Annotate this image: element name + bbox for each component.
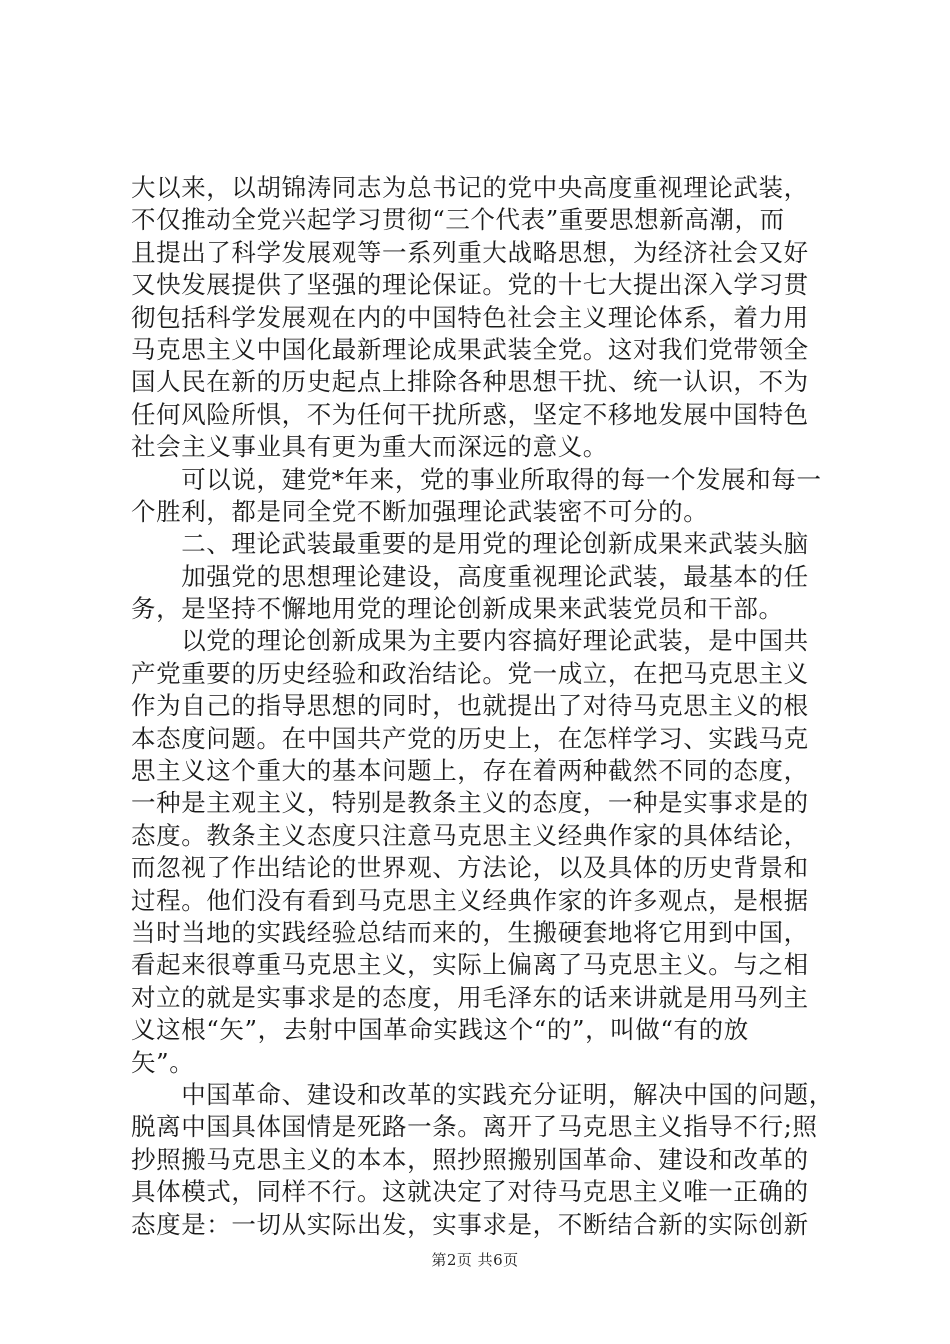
text-line: 态度是：一切从实际出发，实事求是，不断结合新的实际创新 bbox=[131, 1209, 809, 1239]
text-line: 看起来很尊重马克思主义，实际上偏离了马克思主义。与之相 bbox=[131, 950, 809, 980]
text-line: 中国革命、建设和改革的实践充分证明，解决中国的问题， bbox=[131, 1079, 834, 1109]
text-line: 又快发展提供了坚强的理论保证。党的十七大提出深入学习贯 bbox=[131, 270, 809, 300]
text-line: 具体模式，同样不行。这就决定了对待马克思主义唯一正确的 bbox=[131, 1177, 809, 1207]
text-line: 务，是坚持不懈地用党的理论创新成果来武装党员和干部。 bbox=[131, 594, 784, 624]
text-line: 以党的理论创新成果为主要内容搞好理论武装，是中国共 bbox=[131, 626, 809, 656]
text-line: 脱离中国具体国情是死路一条。离开了马克思主义指导不行;照 bbox=[131, 1112, 818, 1142]
text-line: 态度。教条主义态度只注意马克思主义经典作家的具体结论， bbox=[131, 820, 809, 850]
text-line: 加强党的思想理论建设，高度重视理论武装，最基本的任 bbox=[131, 561, 809, 591]
text-line: 且提出了科学发展观等一系列重大战略思想，为经济社会又好 bbox=[131, 237, 809, 267]
text-line: 过程。他们没有看到马克思主义经典作家的许多观点，是根据 bbox=[131, 885, 809, 915]
text-line: 思主义这个重大的基本问题上，存在着两种截然不同的态度， bbox=[131, 756, 809, 786]
text-line: 不仅推动全党兴起学习贯彻“三个代表”重要思想新高潮，而 bbox=[131, 205, 785, 235]
text-line: 可以说，建党*年来，党的事业所取得的每一个发展和每一 bbox=[131, 464, 822, 494]
text-line: 矢”。 bbox=[131, 1047, 195, 1077]
text-line: 彻包括科学发展观在内的中国特色社会主义理论体系，着力用 bbox=[131, 302, 809, 332]
text-line: 马克思主义中国化最新理论成果武装全党。这对我们党带领全 bbox=[131, 334, 809, 364]
text-line: 而忽视了作出结论的世界观、方法论，以及具体的历史背景和 bbox=[131, 853, 809, 883]
document-body bbox=[131, 172, 834, 1241]
text-line: 当时当地的实践经验总结而来的，生搬硬套地将它用到中国， bbox=[131, 917, 809, 947]
text-line: 一种是主观主义，特别是教条主义的态度，一种是实事求是的 bbox=[131, 788, 809, 818]
text-line: 社会主义事业具有更为重大而深远的意义。 bbox=[131, 432, 608, 462]
page-footer: 第2页 共6页 bbox=[431, 1251, 519, 1269]
text-line: 任何风险所惧，不为任何干扰所惑，坚定不移地发展中国特色 bbox=[131, 399, 809, 429]
text-line: 抄照搬马克思主义的本本，照抄照搬别国革命、建设和改革的 bbox=[131, 1144, 809, 1174]
text-line: 产党重要的历史经验和政治结论。党一成立，在把马克思主义 bbox=[131, 658, 809, 688]
text-line: 对立的就是实事求是的态度，用毛泽东的话来讲就是用马列主 bbox=[131, 982, 809, 1012]
text-line: 本态度问题。在中国共产党的历史上，在怎样学习、实践马克 bbox=[131, 723, 809, 753]
text-line: 二、理论武装最重要的是用党的理论创新成果来武装头脑 bbox=[131, 529, 809, 559]
text-line: 个胜利，都是同全党不断加强理论武装密不可分的。 bbox=[131, 496, 709, 526]
text-line: 作为自己的指导思想的同时，也就提出了对待马克思主义的根 bbox=[131, 691, 809, 721]
text-line: 义这根“矢”，去射中国革命实践这个“的”，叫做“有的放 bbox=[131, 1015, 749, 1045]
text-line: 大以来，以胡锦涛同志为总书记的党中央高度重视理论武装， bbox=[131, 173, 809, 202]
text-line: 国人民在新的历史起点上排除各种思想干扰、统一认识，不为 bbox=[131, 367, 809, 397]
